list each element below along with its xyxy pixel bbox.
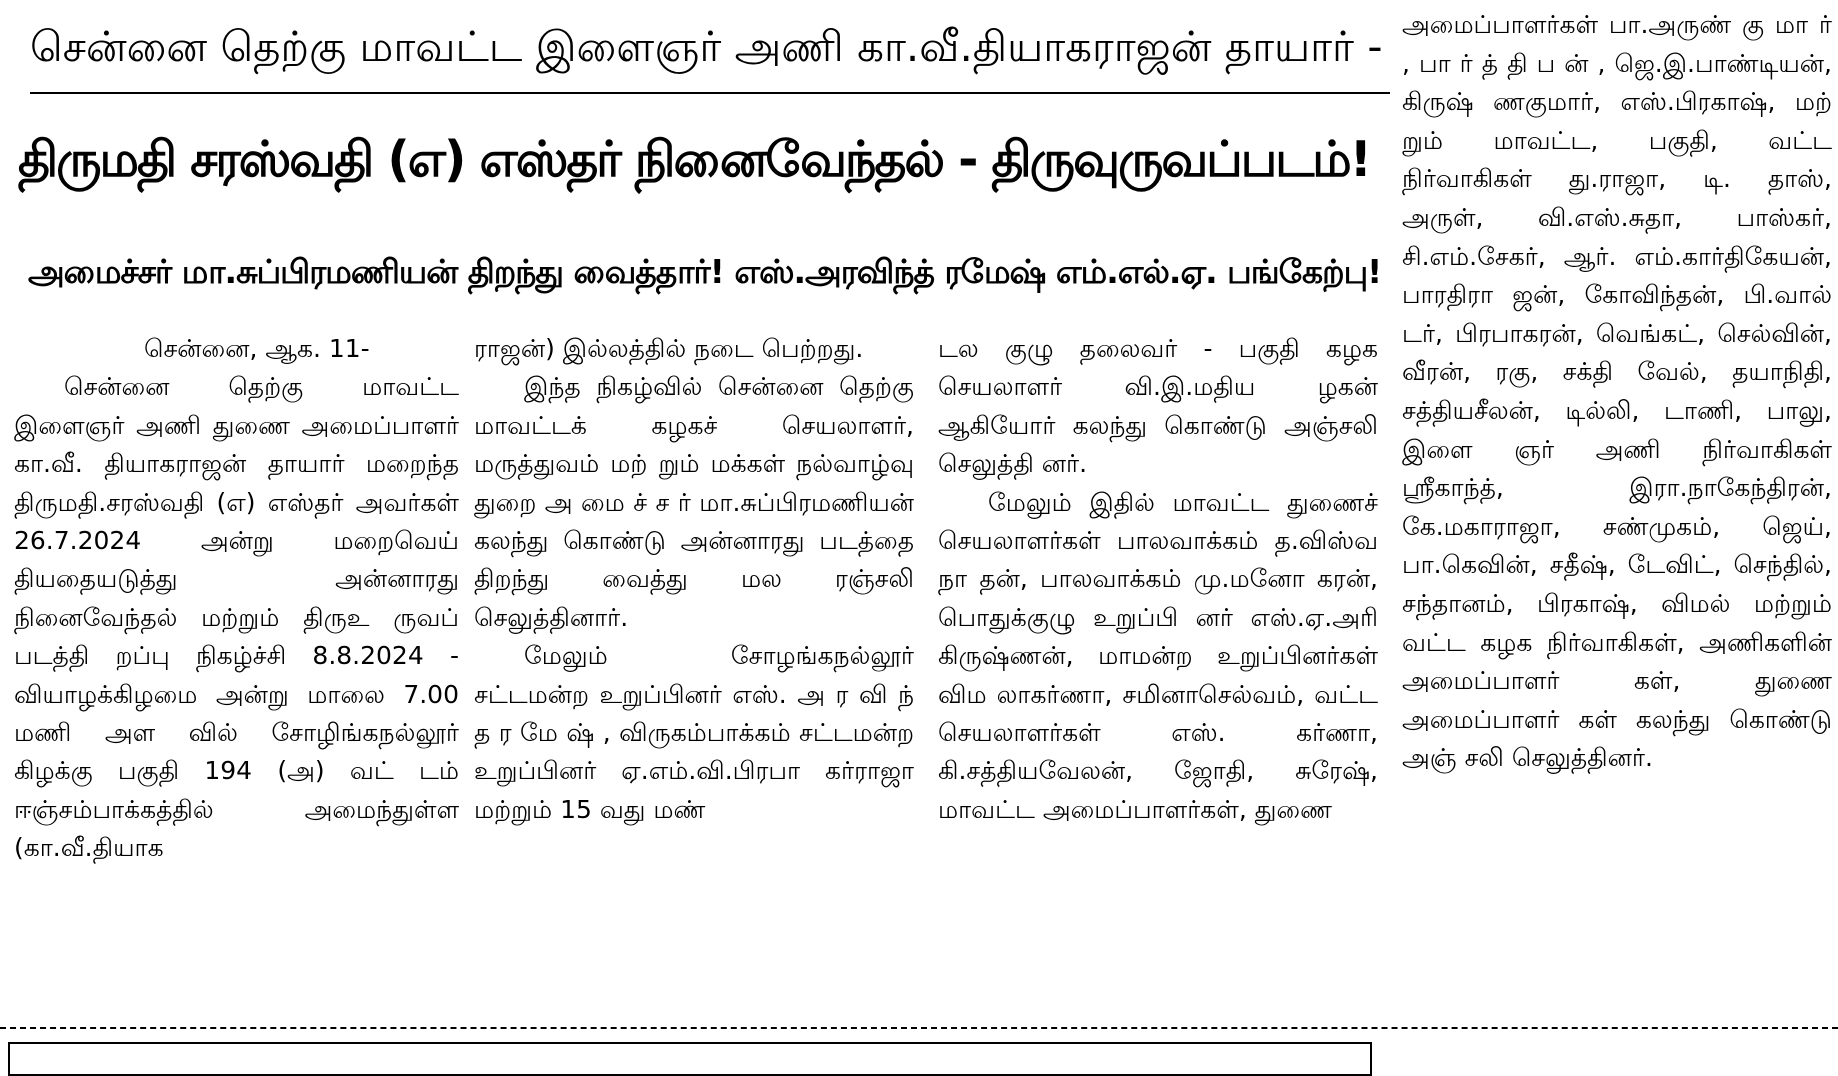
kicker-divider xyxy=(30,92,1390,94)
next-article-frame xyxy=(8,1042,1372,1076)
paragraph: மேலும் இதில் மாவட்ட துணைச் செயலாளர்கள் பாலவாக்கம் த.விஸ்வ நா தன், பாலவாக்கம் மு.மனோ கரன், பொதுக்குழு உறுப்பி னர் எஸ்.ஏ.அரி கிருஷ்ணன், மாமன்ற உறுப்பினர்கள் விம லாகர்ணா, சமினாசெல்வம், வட்ட செயலாளர்கள் எஸ். கர்ணா, கி.சத்தியவேலன், ஜோதி, சுரேஷ், மாவட்ட அமைப்பாளர்கள், துணை xyxy=(938,487,1378,824)
article-column-3 xyxy=(938,330,1378,1030)
article-column-2 xyxy=(474,330,914,1030)
paragraph: இந்த நிகழ்வில் சென்னை தெற்கு மாவட்டக் கழகச் செயலாளர், மருத்துவம் மற் றும் மக்கள் நல்வாழ்வு துறை அ மை ச் ச ர் மா.சுப்பிரமணியன் கலந்து கொண்டு அன்னாரது படத்தை திறந்து வைத்து மல ரஞ்சலி செலுத்தினார். xyxy=(474,372,914,632)
paragraph: டல குழு தலைவர் - பகுதி கழக செயலாளர் வி.இ.மதிய ழகன் ஆகியோர் கலந்து கொண்டு அஞ்சலி செலுத்தி னர். xyxy=(938,334,1378,479)
paragraph: மேலும் சோழங்கநல்லூர் சட்டமன்ற உறுப்பினர் எஸ். அ ர வி ந் த ர மே ஷ் , விருகம்பாக்கம் சட்டமன்ற உறுப்பினர் ஏ.எம்.வி.பிரபா கர்ராஜா மற்றும் 15 வது மண் xyxy=(474,641,914,824)
article-headline: திருமதி சரஸ்வதி (எ) எஸ்தர் நினைவேந்தல் - திருவுருவப்படம்! xyxy=(18,131,1370,188)
dateline: சென்னை, ஆக. 11- xyxy=(144,334,370,363)
paragraph: அமைப்பாளர்கள் பா.அருண் கு மா ர் , பா ர் த் தி ப ன் , ஜெ.இ.பாண்டியன், கிருஷ் ணகுமார், எஸ்.பிரகாஷ், மற் றும் மாவட்ட, பகுதி, வட்ட நிர்வாகிகள் து.ராஜா, டி. தாஸ், அருள், வி.எஸ்.சுதா, பாஸ்கர், சி.எம்.சேகர், ஆர். எம்.கார்திகேயன், பாரதிரா ஜன், கோவிந்தன், பி.வால் டர், பிரபாகரன், வெங்கட், செல்வின், வீரன், ரகு, சக்தி வேல், தயாநிதி, சத்தியசீலன், டில்லி, டாணி, பாலு, இளை ஞர் அணி நிர்வாகிகள் ஸ்ரீகாந்த், இரா.நாகேந்திரன், கே.மகாராஜா, சண்முகம், ஜெய், பா.கெவின், சதீஷ், டேவிட், செந்தில், சந்தானம், பிரகாஷ், விமல் மற்றும் வட்ட கழக நிர்வாகிகள், அணிகளின் அமைப்பாளர் கள், துணை அமைப்பாளர் கள் கலந்து கொண்டு அஞ் சலி செலுத்தினர். xyxy=(1402,10,1832,773)
article-column-1 xyxy=(14,330,459,1030)
paragraph: ராஜன்) இல்லத்தில் நடை பெற்றது. xyxy=(474,334,864,363)
article-kicker: சென்னை தெற்கு மாவட்ட இளைஞர் அணி கா.வீ.தியாகராஜன் தாயார் - xyxy=(30,22,1383,71)
paragraph: சென்னை தெற்கு மாவட்ட இளைஞர் அணி துணை அமைப்பாளர் கா.வீ. தியாகராஜன் தாயார் மறைந்த திருமதி.சரஸ்வதி (எ) எஸ்தர் அவர்கள் 26.7.2024 அன்று மறைவெய் தியதையடுத்து அன்னாரது நினைவேந்தல் மற்றும் திருஉ ருவப் படத்தி றப்பு நிகழ்ச்சி 8.8.2024 - வியாழக்கிழமை அன்று மாலை 7.00 மணி அள வில் சோழிங்கநல்லூர் கிழக்கு பகுதி 194 (அ) வட் டம் ஈஞ்சம்பாக்கத்தில் அமைந்துள்ள (கா.வீ.தியாக xyxy=(14,372,459,863)
article-column-4 xyxy=(1402,6,1832,1016)
section-divider xyxy=(0,1027,1838,1029)
article-subheadline: அமைச்சர் மா.சுப்பிரமணியன் திறந்து வைத்தார்! எஸ்.அரவிந்த் ரமேஷ் எம்.எல்.ஏ. பங்கேற்பு! xyxy=(28,252,1382,291)
